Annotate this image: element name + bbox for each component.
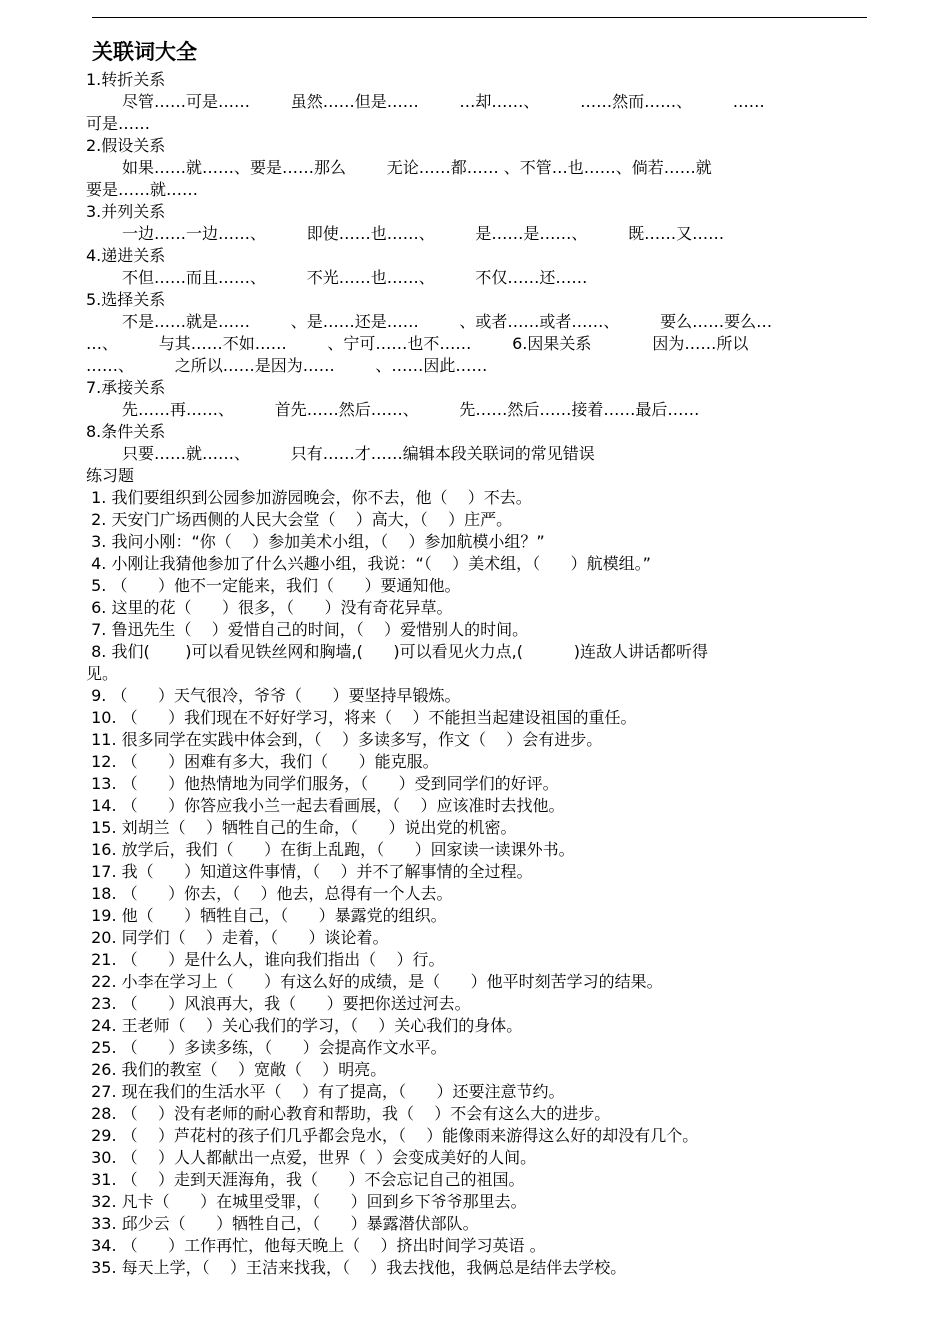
text-line: ……、 之所以……是因为…… 、……因此……	[86, 356, 488, 375]
exercise-item: 26. 我们的教室（ ）宽敞（ ）明亮。	[86, 1060, 387, 1079]
exercise-item: 18. （ ）你去，（ ）他去，总得有一个人去。	[86, 884, 453, 903]
text-line: 2.假设关系	[86, 136, 166, 155]
text-line: …、 与其……不如…… 、宁可……也不…… 6.因果关系 因为……所以	[86, 334, 749, 353]
text-line: 7.承接关系	[86, 378, 166, 397]
exercise-item: 19. 他（ ）牺牲自己，（ ）暴露党的组织。	[86, 906, 447, 925]
exercise-item: 28. （ ）没有老师的耐心教育和帮助，我（ ）不会有这么大的进步。	[86, 1104, 611, 1123]
exercise-item: 35. 每天上学，（ ）王洁来找我，（ ）我去找他，我俩总是结伴去学校。	[86, 1258, 627, 1277]
text-line: 不是……就是…… 、是……还是…… 、或者……或者……、 要么……要么…	[122, 312, 773, 331]
text-line: 1.转折关系	[86, 70, 166, 89]
exercise-item: 22. 小李在学习上（ ）有这么好的成绩，是（ ）他平时刻苦学习的结果。	[86, 972, 663, 991]
text-line: 一边……一边……、 即使……也……、 是……是……、 既……又……	[122, 224, 725, 243]
text-line: 如果……就……、要是……那么 无论……都…… 、不管…也……、倘若……就	[122, 158, 712, 177]
text-line: 不但……而且……、 不光……也……、 不仅……还……	[122, 268, 588, 287]
text-line: 先……再……、 首先……然后……、 先……然后……接着……最后……	[122, 400, 700, 419]
exercise-item: 17. 我（ ）知道这件事情，（ ）并不了解事情的全过程。	[86, 862, 533, 881]
page-title: 关联词大全	[92, 40, 197, 64]
exercise-item: 24. 王老师（ ）关心我们的学习，（ ）关心我们的身体。	[86, 1016, 523, 1035]
exercise-heading: 练习题	[86, 466, 135, 485]
exercise-item: 11. 很多同学在实践中体会到，（ ）多读多写，作文（ ）会有进步。	[86, 730, 603, 749]
exercise-item: 32. 凡卡（ ）在城里受罪，（ ）回到乡下爷爷那里去。	[86, 1192, 527, 1211]
exercise-item: 27. 现在我们的生活水平（ ）有了提高，（ ）还要注意节约。	[86, 1082, 565, 1101]
exercise-item: 8. 我们( )可以看见铁丝网和胸墙,( )可以看见火力点,( )连敌人讲话都听得	[86, 642, 709, 661]
text-line: 可是……	[86, 114, 151, 133]
exercise-item: 34. （ ）工作再忙，他每天晚上（ ）挤出时间学习英语 。	[86, 1236, 546, 1255]
exercise-item: 3. 我问小刚：“你（ ）参加美术小组，（ ）参加航模小组？”	[86, 532, 545, 551]
exercise-item: 25. （ ）多读多练，（ ）会提高作文水平。	[86, 1038, 447, 1057]
text-line: 尽管……可是…… 虽然……但是…… …却……、 ……然而……、 ……	[122, 92, 765, 111]
exercise-item: 15. 刘胡兰（ ）牺牲自己的生命，（ ）说出党的机密。	[86, 818, 517, 837]
text-line: 要是……就……	[86, 180, 199, 199]
exercise-item: 2. 天安门广场西侧的人民大会堂（ ）高大，（ ）庄严。	[86, 510, 513, 529]
exercise-item: 20. 同学们（ ）走着，（ ）谈论着。	[86, 928, 389, 947]
text-line: 3.并列关系	[86, 202, 166, 221]
exercise-item: 29. （ ）芦花村的孩子们几乎都会凫水，（ ）能像雨来游得这么好的却没有几个。	[86, 1126, 699, 1145]
exercise-item: 16. 放学后，我们（ ）在街上乱跑，（ ）回家读一读课外书。	[86, 840, 575, 859]
text-line: 4.递进关系	[86, 246, 166, 265]
text-line: 只要……就……、 只有……才……编辑本段关联词的常见错误	[122, 444, 595, 463]
header-rule	[92, 17, 867, 18]
exercise-item: 1. 我们要组织到公园参加游园晚会，你不去，他（ ）不去。	[86, 488, 532, 507]
exercise-item: 13. （ ）他热情地为同学们服务，（ ）受到同学们的好评。	[86, 774, 559, 793]
exercise-item: 10. （ ）我们现在不好好学习，将来（ ）不能担当起建设祖国的重任。	[86, 708, 637, 727]
exercise-item: 9. （ ）天气很冷，爷爷（ ）要坚持早锻炼。	[86, 686, 461, 705]
exercise-item: 4. 小刚让我猜他参加了什么兴趣小组，我说：“（ ）美术组，（ ）航模组。”	[86, 554, 651, 573]
exercise-item: 12. （ ）困难有多大，我们（ ）能克服。	[86, 752, 439, 771]
exercise-item: 6. 这里的花（ ）很多，（ ）没有奇花异草。	[86, 598, 453, 617]
exercise-item: 23. （ ）风浪再大，我（ ）要把你送过河去。	[86, 994, 471, 1013]
exercise-item: 30. （ ）人人都献出一点爱，世界（ ）会变成美好的人间。	[86, 1148, 537, 1167]
exercise-item: 7. 鲁迅先生（ ）爱惜自己的时间，（ ）爱惜别人的时间。	[86, 620, 529, 639]
exercise-item: 5. （ ）他不一定能来，我们（ ）要通知他。	[86, 576, 461, 595]
exercise-item: 33. 邱少云（ ）牺牲自己，（ ）暴露潜伏部队。	[86, 1214, 479, 1233]
exercise-item: 14. （ ）你答应我小兰一起去看画展，（ ）应该准时去找他。	[86, 796, 565, 815]
exercise-item: 21. （ ）是什么人，谁向我们指出（ ）行。	[86, 950, 445, 969]
exercise-item: 31. （ ）走到天涯海角，我（ ）不会忘记自己的祖国。	[86, 1170, 525, 1189]
text-line: 8.条件关系	[86, 422, 166, 441]
text-line: 5.选择关系	[86, 290, 166, 309]
exercise-item: 见。	[86, 664, 119, 683]
